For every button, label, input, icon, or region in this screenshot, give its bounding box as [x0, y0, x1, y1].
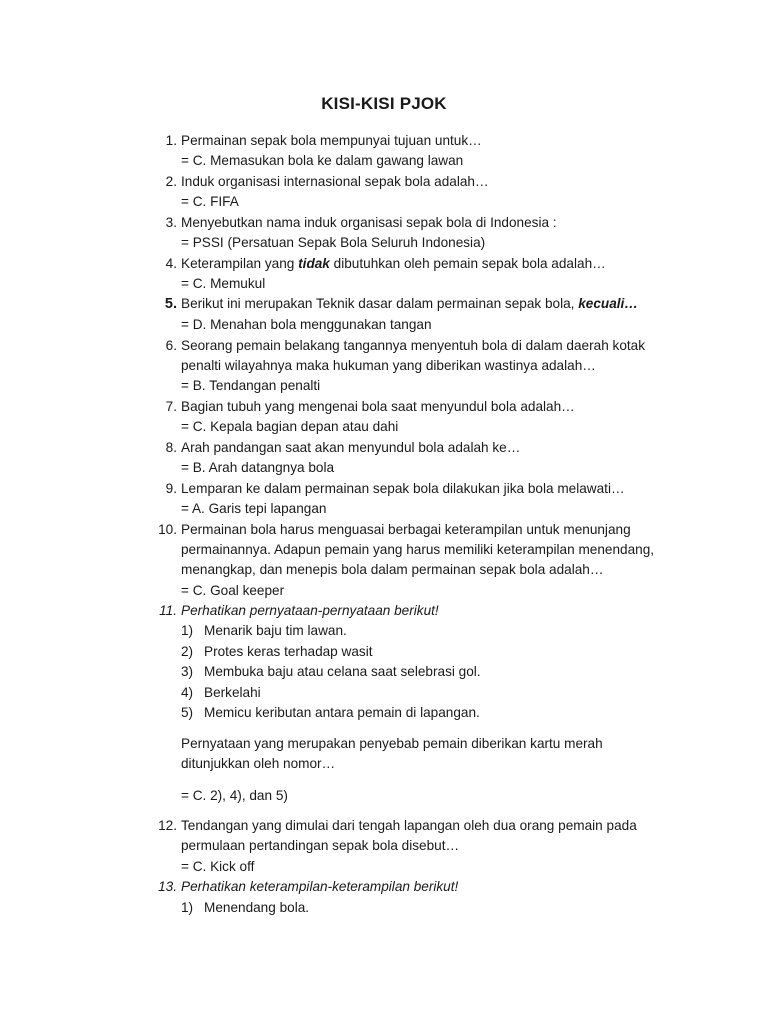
question-text: permainannya. Adapun pemain yang harus memiliki keterampilan menendang, — [181, 542, 655, 557]
question-number: 4. — [165, 256, 177, 271]
answer-text: = PSSI (Persatuan Sepak Bola Seluruh Indonesia) — [181, 235, 486, 250]
answer-text: = C. FIFA — [181, 194, 239, 209]
question-text: Permainan bola harus menguasai berbagai keterampilan untuk menunjang — [181, 522, 631, 537]
question-text: Lemparan ke dalam permainan sepak bola dilakukan jika bola melawati… — [181, 481, 625, 496]
answer-text: = C. Goal keeper — [181, 583, 285, 598]
list-item-number: 1) — [181, 623, 194, 638]
question-text: ditunjukkan oleh nomor… — [181, 756, 336, 771]
answer-text: = C. Kepala bagian depan atau dahi — [181, 419, 399, 434]
question-number: 11. — [159, 603, 177, 618]
question-number: 13. — [158, 879, 177, 894]
question-text — [181, 294, 638, 314]
question-text: Pernyataan yang merupakan penyebab pemain diberikan kartu merah — [181, 736, 603, 751]
list-item-number: 4) — [181, 685, 194, 700]
document-title: KISI-KISI PJOK — [321, 94, 447, 113]
question-number: 5. — [164, 296, 177, 312]
answer-text: = C. 2), 4), dan 5) — [181, 788, 288, 803]
question-text: menangkap, dan menepis bola dalam permainan sepak bola adalah… — [181, 562, 604, 577]
list-item-number: 5) — [181, 705, 194, 720]
answer-text: = C. Memukul — [181, 276, 266, 291]
question-number: 9. — [165, 481, 177, 496]
question-text: Perhatikan keterampilan-keterampilan berikut! — [181, 879, 459, 894]
list-item-number: 3) — [181, 664, 194, 679]
list-item-number: 2) — [181, 644, 194, 659]
question-number: 12. — [158, 818, 177, 833]
question-number: 6. — [165, 338, 177, 353]
question-number: 8. — [165, 440, 177, 455]
question-text — [181, 254, 606, 274]
question-text: Induk organisasi internasional sepak bola adalah… — [181, 174, 489, 189]
list-item: Protes keras terhadap wasit — [204, 644, 373, 659]
question-text: Perhatikan pernyataan-pernyataan berikut! — [181, 603, 439, 618]
list-item-number: 1) — [181, 900, 194, 915]
question-number: 10. — [158, 522, 177, 537]
question-text-start: Keterampilan yang — [181, 256, 299, 271]
list-item: Berkelahi — [204, 685, 261, 700]
answer-text: = B. Arah datangnya bola — [181, 460, 335, 475]
list-item: Membuka baju atau celana saat selebrasi gol. — [204, 664, 481, 679]
question-text: Menyebutkan nama induk organisasi sepak bola di Indonesia : — [181, 215, 557, 230]
question-text: Tendangan yang dimulai dari tengah lapangan oleh dua orang pemain pada — [181, 818, 637, 833]
answer-text: = D. Menahan bola menggunakan tangan — [181, 317, 432, 332]
question-number: 3. — [165, 215, 177, 230]
question-text: Arah pandangan saat akan menyundul bola adalah ke… — [181, 440, 521, 455]
answer-text: = C. Kick off — [181, 859, 255, 874]
answer-text: = A. Garis tepi lapangan — [181, 501, 327, 516]
question-text: Seorang pemain belakang tangannya menyentuh bola di dalam daerah kotak — [181, 338, 646, 353]
list-item: Memicu keributan antara pemain di lapangan. — [204, 705, 480, 720]
question-text: Bagian tubuh yang mengenai bola saat menyundul bola adalah… — [181, 399, 575, 414]
answer-text: = C. Memasukan bola ke dalam gawang lawan — [181, 153, 464, 168]
question-number: 2. — [165, 174, 177, 189]
list-item: Menendang bola. — [204, 900, 310, 915]
answer-text: = B. Tendangan penalti — [181, 378, 321, 393]
question-text-end: dibutuhkan oleh pemain sepak bola adalah… — [329, 256, 606, 271]
question-text: Permainan sepak bola mempunyai tujuan untuk… — [181, 133, 482, 148]
emphasis-text: tidak — [298, 256, 330, 271]
question-text-start: Berikut ini merupakan Teknik dasar dalam permainan sepak bola, — [181, 296, 579, 311]
question-number: 7. — [165, 399, 177, 414]
question-text: permulaan pertandingan sepak bola disebut… — [181, 838, 460, 853]
question-text: penalti wilayahnya maka hukuman yang diberikan wastinya adalah… — [181, 358, 596, 373]
list-item: Menarik baju tim lawan. — [204, 623, 347, 638]
question-number: 1. — [165, 133, 177, 148]
emphasis-text: kecuali… — [578, 296, 638, 311]
